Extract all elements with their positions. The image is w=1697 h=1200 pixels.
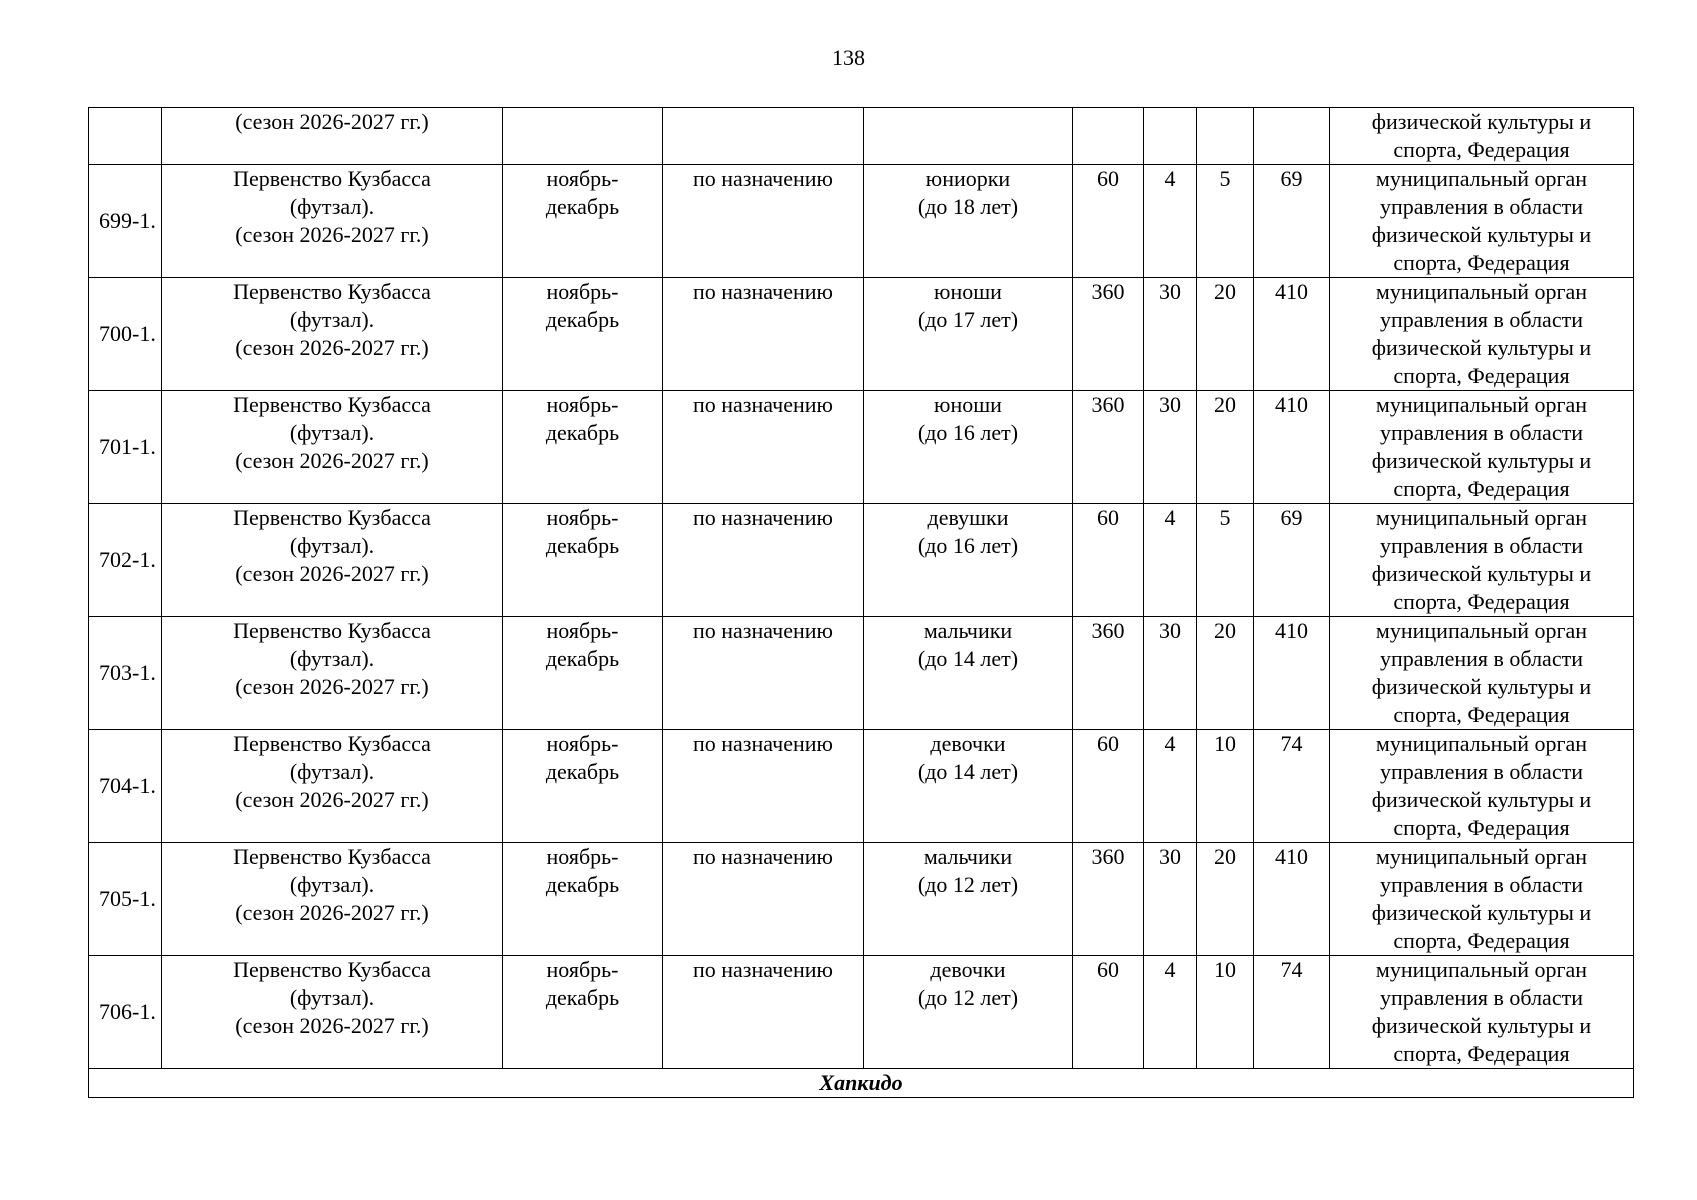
table-row — [89, 165, 1634, 278]
cell-count-2: 4 — [1144, 165, 1197, 278]
cell-dates: ноябрь- декабрь — [503, 165, 663, 278]
cell-dates — [503, 108, 663, 165]
cell-count-3: 5 — [1197, 504, 1254, 617]
cell-count-3: 10 — [1197, 730, 1254, 843]
cell-place: по назначению — [663, 165, 864, 278]
cell-organizer: муниципальный орган управления в области физической культуры и спорта, Федерация — [1330, 278, 1634, 391]
cell-dates: ноябрь- декабрь — [503, 617, 663, 730]
cell-organizer: муниципальный орган управления в области физической культуры и спорта, Федерация — [1330, 165, 1634, 278]
cell-count-1: 360 — [1073, 617, 1144, 730]
cell-total: 410 — [1254, 391, 1330, 504]
cell-count-3 — [1197, 108, 1254, 165]
cell-count-2: 4 — [1144, 730, 1197, 843]
cell-event-name: Первенство Кузбасса (футзал). (сезон 2026-2027 гг.) — [162, 617, 503, 730]
cell-count-2 — [1144, 108, 1197, 165]
cell-count-2: 30 — [1144, 843, 1197, 956]
cell-place: по назначению — [663, 504, 864, 617]
cell-count-2: 30 — [1144, 278, 1197, 391]
cell-count-2: 4 — [1144, 956, 1197, 1069]
cell-category: юноши (до 16 лет) — [864, 391, 1073, 504]
cell-number: 704-1. — [89, 730, 162, 843]
cell-organizer: муниципальный орган управления в области физической культуры и спорта, Федерация — [1330, 956, 1634, 1069]
cell-place: по назначению — [663, 956, 864, 1069]
cell-count-1: 60 — [1073, 504, 1144, 617]
cell-dates: ноябрь- декабрь — [503, 504, 663, 617]
cell-count-1: 360 — [1073, 843, 1144, 956]
cell-event-name: (сезон 2026-2027 гг.) — [162, 108, 503, 165]
cell-dates: ноябрь- декабрь — [503, 730, 663, 843]
cell-total: 74 — [1254, 956, 1330, 1069]
cell-count-2: 30 — [1144, 617, 1197, 730]
cell-count-3: 20 — [1197, 278, 1254, 391]
cell-dates: ноябрь- декабрь — [503, 391, 663, 504]
cell-category: девочки (до 14 лет) — [864, 730, 1073, 843]
cell-count-3: 5 — [1197, 165, 1254, 278]
cell-number: 700-1. — [89, 278, 162, 391]
cell-category: юниорки (до 18 лет) — [864, 165, 1073, 278]
cell-event-name: Первенство Кузбасса (футзал). (сезон 2026-2027 гг.) — [162, 956, 503, 1069]
cell-dates: ноябрь- декабрь — [503, 278, 663, 391]
cell-count-3: 10 — [1197, 956, 1254, 1069]
cell-organizer: муниципальный орган управления в области физической культуры и спорта, Федерация — [1330, 617, 1634, 730]
cell-place: по назначению — [663, 730, 864, 843]
cell-number: 706-1. — [89, 956, 162, 1069]
cell-dates: ноябрь- декабрь — [503, 843, 663, 956]
cell-total: 410 — [1254, 278, 1330, 391]
table-row-continued — [89, 108, 1634, 165]
cell-dates: ноябрь- декабрь — [503, 956, 663, 1069]
table-row — [89, 843, 1634, 956]
cell-count-3: 20 — [1197, 391, 1254, 504]
page-number: 138 — [832, 45, 865, 70]
table-row — [89, 956, 1634, 1069]
cell-number: 699-1. — [89, 165, 162, 278]
cell-total: 410 — [1254, 843, 1330, 956]
section-title: Хапкидо — [89, 1069, 1634, 1098]
cell-count-2: 30 — [1144, 391, 1197, 504]
cell-number: 702-1. — [89, 504, 162, 617]
cell-event-name: Первенство Кузбасса (футзал). (сезон 2026-2027 гг.) — [162, 278, 503, 391]
cell-number: 705-1. — [89, 843, 162, 956]
cell-event-name: Первенство Кузбасса (футзал). (сезон 2026-2027 гг.) — [162, 391, 503, 504]
cell-count-3: 20 — [1197, 843, 1254, 956]
cell-total: 74 — [1254, 730, 1330, 843]
cell-organizer: физической культуры и спорта, Федерация — [1330, 108, 1634, 165]
cell-event-name: Первенство Кузбасса (футзал). (сезон 2026-2027 гг.) — [162, 165, 503, 278]
table-row — [89, 278, 1634, 391]
cell-place — [663, 108, 864, 165]
cell-organizer: муниципальный орган управления в области физической культуры и спорта, Федерация — [1330, 730, 1634, 843]
cell-count-1: 60 — [1073, 956, 1144, 1069]
cell-organizer: муниципальный орган управления в области физической культуры и спорта, Федерация — [1330, 843, 1634, 956]
cell-total: 410 — [1254, 617, 1330, 730]
cell-total — [1254, 108, 1330, 165]
cell-organizer: муниципальный орган управления в области физической культуры и спорта, Федерация — [1330, 504, 1634, 617]
cell-count-1: 360 — [1073, 391, 1144, 504]
cell-event-name: Первенство Кузбасса (футзал). (сезон 2026-2027 гг.) — [162, 504, 503, 617]
cell-place: по назначению — [663, 843, 864, 956]
table-row — [89, 391, 1634, 504]
cell-place: по назначению — [663, 617, 864, 730]
cell-event-name: Первенство Кузбасса (футзал). (сезон 2026-2027 гг.) — [162, 843, 503, 956]
cell-category: мальчики (до 12 лет) — [864, 843, 1073, 956]
cell-count-3: 20 — [1197, 617, 1254, 730]
cell-organizer: муниципальный орган управления в области физической культуры и спорта, Федерация — [1330, 391, 1634, 504]
cell-count-2: 4 — [1144, 504, 1197, 617]
table-body — [89, 108, 1634, 1098]
cell-total: 69 — [1254, 165, 1330, 278]
cell-place: по назначению — [663, 391, 864, 504]
cell-count-1 — [1073, 108, 1144, 165]
cell-number: 703-1. — [89, 617, 162, 730]
cell-category: мальчики (до 14 лет) — [864, 617, 1073, 730]
cell-count-1: 60 — [1073, 730, 1144, 843]
section-header-row — [89, 1069, 1634, 1098]
cell-count-1: 60 — [1073, 165, 1144, 278]
cell-place: по назначению — [663, 278, 864, 391]
cell-count-1: 360 — [1073, 278, 1144, 391]
table-row — [89, 504, 1634, 617]
cell-category: девушки (до 16 лет) — [864, 504, 1073, 617]
cell-category: юноши (до 17 лет) — [864, 278, 1073, 391]
cell-number: 701-1. — [89, 391, 162, 504]
events-table — [88, 107, 1634, 1098]
table-row — [89, 730, 1634, 843]
cell-category: девочки (до 12 лет) — [864, 956, 1073, 1069]
cell-category — [864, 108, 1073, 165]
cell-event-name: Первенство Кузбасса (футзал). (сезон 2026-2027 гг.) — [162, 730, 503, 843]
table-row — [89, 617, 1634, 730]
cell-total: 69 — [1254, 504, 1330, 617]
cell-number — [89, 108, 162, 165]
